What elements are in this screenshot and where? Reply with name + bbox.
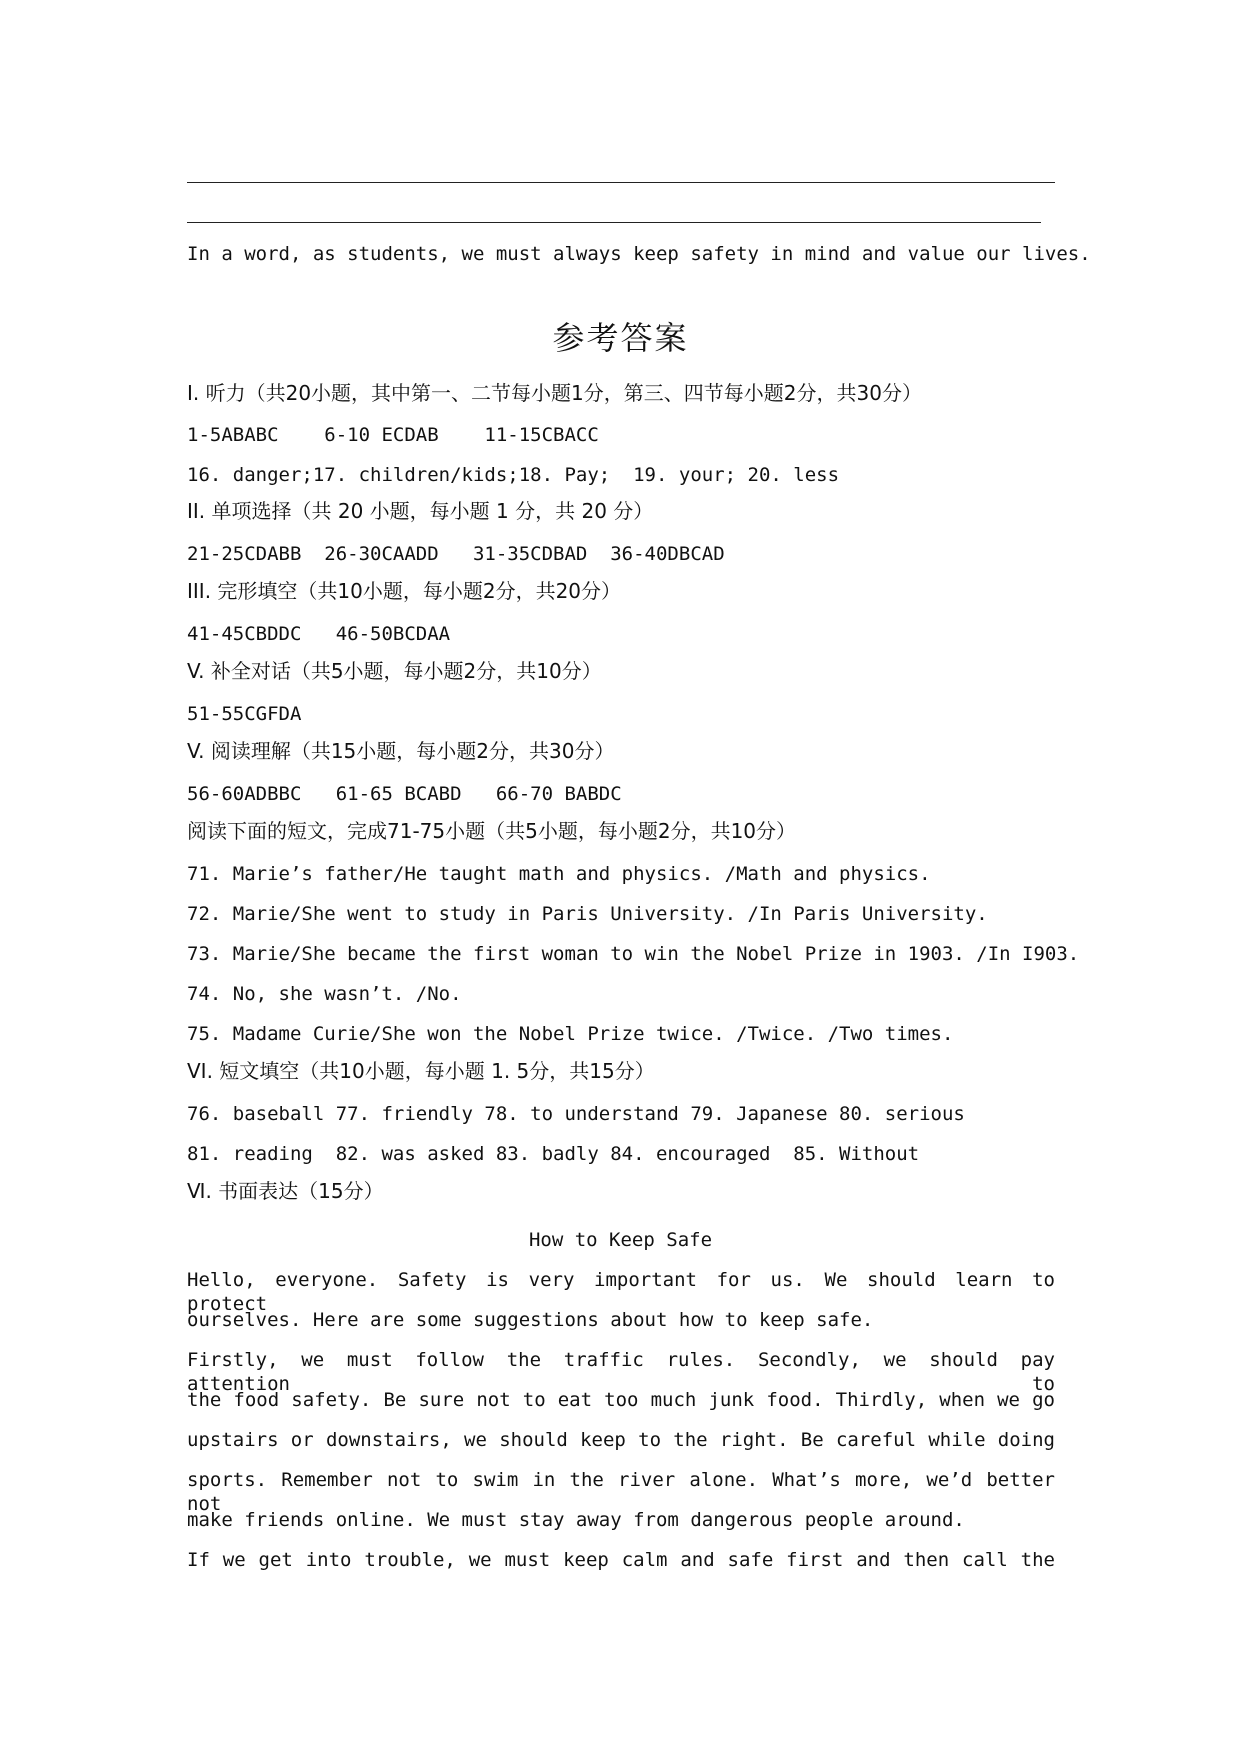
answer-74: 74. No, she wasn’t. /No. (187, 983, 462, 1005)
blank-writing-line-1 (187, 182, 1055, 183)
blank-writing-line-2 (187, 222, 1041, 223)
essay-line: Hello, everyone. Safety is very important for us. We should learn to protect (187, 1269, 1055, 1315)
writing-header: Ⅵ. 书面表达（15分） (187, 1179, 384, 1203)
dialog-header: V. 补全对话（共5小题，每小题2分，共10分） (187, 659, 602, 683)
fill-answers-1: 76. baseball 77. friendly 78. to understand 79. Japanese 80. serious (187, 1103, 965, 1125)
choice-answers: 21-25CDABB 26-30CAADD 31-35CDBAD 36-40DBCAD (187, 543, 725, 565)
answer-72: 72. Marie/She went to study in Paris University. /In Paris University. (187, 903, 988, 925)
dialog-answers: 51-55CGFDA (187, 703, 302, 725)
listening-answers-2: 16. danger;17. children/kids;18. Pay; 19. your; 20. less (187, 464, 840, 486)
essay-line: upstairs or downstairs, we should keep to the right. Be careful while doing (187, 1429, 1055, 1451)
answer-75: 75. Madame Curie/She won the Nobel Prize twice. /Twice. /Two times. (187, 1023, 954, 1045)
listening-header: I. 听力（共20小题，其中第一、二节每小题1分，第三、四节每小题2分，共30分） (187, 381, 922, 405)
answer-title: 参考答案 (552, 319, 689, 357)
short-answer-header: 阅读下面的短文，完成71-75小题（共5小题，每小题2分，共10分） (187, 819, 797, 843)
reading-answers: 56-60ADBBC 61-65 BCABD 66-70 BABDC (187, 783, 622, 805)
choice-header: II. 单项选择（共 20 小题，每小题 1 分，共 20 分） (187, 499, 654, 523)
cloze-header: III. 完形填空（共10小题，每小题2分，共20分） (187, 579, 622, 603)
essay-title: How to Keep Safe (528, 1229, 713, 1251)
essay-line: If we get into trouble, we must keep calm and safe first and then call the (187, 1549, 1055, 1571)
cloze-answers: 41-45CBDDC 46-50BCDAA (187, 623, 451, 645)
essay-line: the food safety. Be sure not to eat too much junk food. Thirdly, when we go (187, 1389, 1055, 1411)
closing-sentence: In a word, as students, we must always keep safety in mind and value our lives. (187, 243, 1091, 265)
essay-line: make friends online. We must stay away from dangerous people around. (187, 1509, 965, 1531)
essay-line: ourselves. Here are some suggestions about how to keep safe. (187, 1309, 874, 1331)
essay-line: sports. Remember not to swim in the river alone. What’s more, we’d better not (187, 1469, 1055, 1515)
answer-71: 71. Marie’s father/He taught math and physics. /Math and physics. (187, 863, 931, 885)
fill-header: VI. 短文填空（共10小题，每小题 1. 5分，共15分） (187, 1059, 655, 1083)
answer-73: 73. Marie/She became the first woman to win the Nobel Prize in 1903. /In I903. (187, 943, 1080, 965)
fill-answers-2: 81. reading 82. was asked 83. badly 84. encouraged 85. Without (187, 1143, 920, 1165)
reading-header: V. 阅读理解（共15小题，每小题2分，共30分） (187, 739, 615, 763)
essay-line: Firstly, we must follow the traffic rules. Secondly, we should pay attention to (187, 1349, 1055, 1395)
listening-answers-1: 1-5ABABC 6-10 ECDAB 11-15CBACC (187, 424, 599, 446)
